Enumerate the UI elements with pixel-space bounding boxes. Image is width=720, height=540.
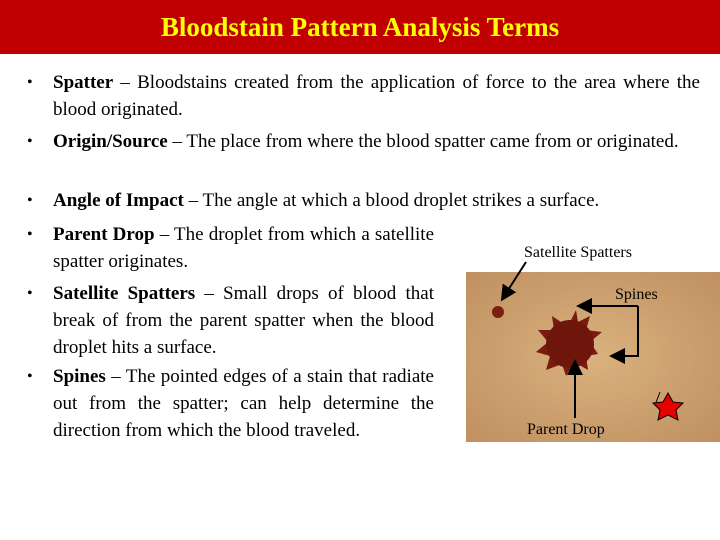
term-name: Spines [53, 366, 106, 387]
bloodstain-photo [466, 272, 720, 442]
title-bar [0, 0, 720, 54]
term-item-satellite [24, 280, 434, 361]
bullet: • [27, 133, 33, 150]
satellite-drop-icon [492, 306, 504, 318]
bullet: • [27, 74, 33, 91]
term-item-spines [24, 363, 434, 444]
satellite-spatters-label: Satellite Spatters [524, 244, 632, 261]
term-definition: – Small drops of blood that break of from the parent spatter when the blood droplet hits a surface. [53, 283, 434, 358]
term-definition: – The droplet from which a satellite spatter originates. [53, 224, 435, 272]
bloodstain-illustration [466, 272, 720, 442]
term-name: Spatter [53, 72, 114, 93]
term-name: Satellite Spatters [53, 283, 196, 304]
term-definition: – The place from where the blood spatter came from or originated. [167, 131, 679, 152]
spines-label: Spines [615, 286, 658, 303]
term-name: Angle of Impact [53, 190, 184, 211]
slide-title: Bloodstain Pattern Analysis Terms [160, 11, 560, 42]
bullet: • [27, 368, 33, 385]
bullet: • [27, 226, 33, 243]
term-definition: – The angle at which a blood droplet strikes a surface. [183, 190, 600, 211]
term-item-angle [24, 187, 700, 214]
term-item-origin [24, 128, 700, 155]
parent-drop-core [546, 320, 594, 368]
term-definition: – Bloodstains created from the application of force to the area where the blood originated. [53, 72, 700, 120]
term-definition: – The pointed edges of a stain that radiate out from the spatter; can help determine the direction from which the blood traveled. [53, 366, 434, 441]
term-name: Parent Drop [53, 224, 155, 245]
bullet: • [27, 192, 33, 209]
paper-background [466, 272, 720, 442]
term-item-parent-drop [24, 221, 434, 275]
term-name: Origin/Source [53, 131, 168, 152]
parent-drop-label: Parent Drop [527, 421, 605, 438]
term-item-spatter [24, 69, 700, 123]
bullet: • [27, 285, 33, 302]
